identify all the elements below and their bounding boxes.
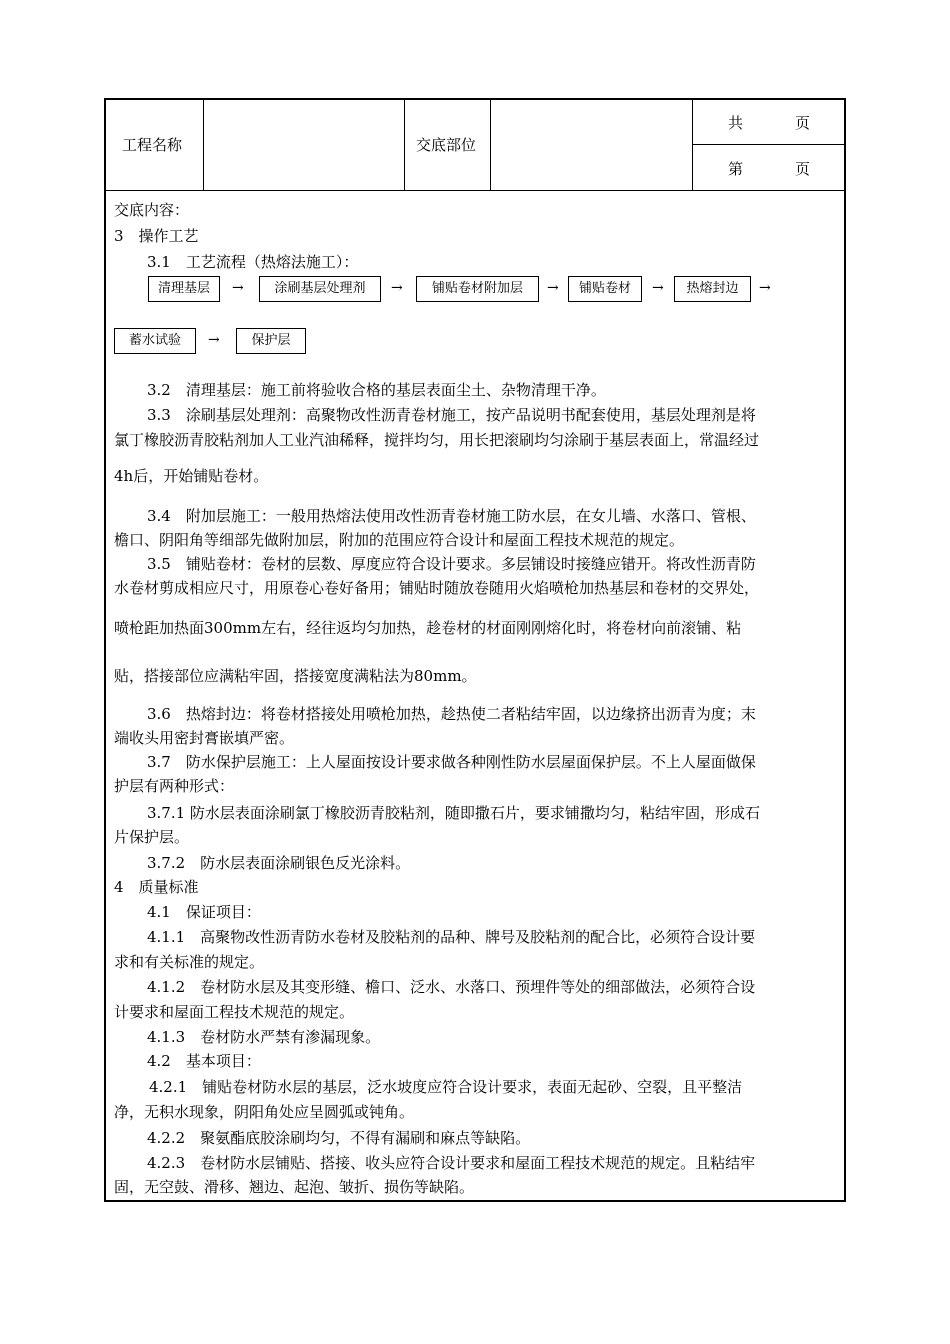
flow-step: 涂刷基层处理剂 [259,276,381,302]
total-pages-label: 共 [728,114,744,132]
handover-part-label: 交底部位 [416,136,477,154]
para-3-6-cont: 端收头用密封膏嵌填严密。 [114,729,295,747]
flow-arrow: → [652,280,664,296]
para-4-1-3: 4.1.3 卷材防水严禁有渗漏现象。 [147,1028,381,1046]
para-3-5-cont: 喷枪距加热面300mm左右，经往返均匀加热，趁卷材的材面刚刚熔化时，将卷材向前滚铺、粘 [114,619,742,637]
flow-arrow: → [547,280,559,296]
para-3-7-2: 3.7.2 防水层表面涂刷银色反光涂料。 [147,854,411,872]
para-4-2: 4.2 基本项目： [147,1052,261,1070]
project-name-label: 工程名称 [122,136,183,154]
page-number-unit: 页 [795,160,811,178]
para-3-7-1-cont: 片保护层。 [114,828,190,846]
para-3-7-1: 3.7.1 防水层表面涂刷氯丁橡胶沥青胶粘剂，随即撒石片，要求铺撒均匀，粘结牢固，形成石 [147,804,760,822]
para-4-2-3-cont: 固，无空鼓、滑移、翘边、起泡、皱折、损伤等缺陷。 [114,1178,475,1196]
para-3-5: 3.5 铺贴卷材：卷材的层数、厚度应符合设计要求。多层铺设时接缝应错开。将改性沥青防 [147,555,756,573]
para-3-5-cont: 水卷材剪成相应尺寸，用原卷心卷好备用；铺贴时随放卷随用火焰喷枪加热基层和卷材的交界处， [114,579,760,597]
section-4-heading: 4 质量标准 [114,878,199,896]
flow-step: 铺贴卷材 [568,276,642,302]
flow-step: 清理基层 [148,276,220,302]
flow-step: 保护层 [236,328,306,354]
flow-step: 铺贴卷材附加层 [416,276,539,302]
para-3-5-cont: 贴，搭接部位应满粘牢固，搭接宽度满粘法为80mm。 [114,667,477,685]
flow-arrow: → [759,280,771,296]
page-number-label: 第 [728,160,744,178]
para-4-2-2: 4.2.2 聚氨酯底胶涂刷均匀，不得有漏刷和麻点等缺陷。 [147,1129,531,1147]
para-4-2-1: 4.2.1 铺贴卷材防水层的基层，泛水坡度应符合设计要求，表面无起砂、空裂，且平整洁 [149,1078,743,1096]
section-3-1: 3.1 工艺流程（热熔法施工）： [147,253,359,271]
flow-arrow: → [208,332,220,348]
para-4-2-3: 4.2.3 卷材防水层铺贴、搭接、收头应符合设计要求和屋面工程技术规范的规定。且粘结牢 [147,1154,756,1172]
para-4-1-2: 4.1.2 卷材防水层及其变形缝、檐口、泛水、水落口、预埋件等处的细部做法，必须符合设 [147,978,756,996]
total-pages-unit: 页 [795,114,811,132]
flow-step: 蓄水试验 [114,328,196,354]
para-4-1: 4.1 保证项目： [147,903,261,921]
para-3-3-cont: 4h后，开始铺贴卷材。 [114,467,269,485]
header-col-divider-1 [203,98,204,191]
flow-arrow: → [232,280,244,296]
header-col-divider-3 [490,98,491,191]
para-4-2-1-cont: 净，无积水现象，阴阳角处应呈圆弧或钝角。 [114,1103,415,1121]
para-4-1-1: 4.1.1 高聚物改性沥青防水卷材及胶粘剂的品种、牌号及胶粘剂的配合比，必须符合设计要 [147,928,756,946]
flow-arrow: → [391,280,403,296]
flow-step: 热熔封边 [674,276,751,302]
section-3-heading: 3 操作工艺 [114,227,199,245]
para-3-6: 3.6 热熔封边：将卷材搭接处用喷枪加热，趁热使二者粘结牢固，以边缘挤出沥青为度；末 [147,705,756,723]
para-3-7-cont: 护层有两种形式： [114,777,235,795]
header-bottom-rule [104,190,846,191]
para-3-7: 3.7 防水保护层施工：上人屋面按设计要求做各种刚性防水层屋面保护层。不上人屋面做保 [147,753,756,771]
para-4-1-2-cont: 计要求和屋面工程技术规范的规定。 [114,1003,355,1021]
para-3-4-cont: 檐口、阴阳角等细部先做附加层，附加的范围应符合设计和屋面工程技术规范的规定。 [114,531,685,549]
page-cell-divider [692,144,846,145]
para-4-1-1-cont: 求和有关标准的规定。 [114,953,265,971]
content-title: 交底内容： [114,201,190,219]
para-3-4: 3.4 附加层施工：一般用热熔法使用改性沥青卷材施工防水层，在女儿墙、水落口、管根、 [147,507,756,525]
para-3-3-cont: 氯丁橡胶沥青胶粘剂加人工业汽油稀释，搅拌均匀，用长把滚刷均匀涂刷于基层表面上，常温经过 [114,431,760,449]
para-3-2: 3.2 清理基层：施工前将验收合格的基层表面尘土、杂物清理干净。 [147,381,606,399]
para-3-3: 3.3 涂刷基层处理剂：高聚物改性沥青卷材施工，按产品说明书配套使用，基层处理剂是将 [147,406,756,424]
header-col-divider-4 [692,98,693,191]
header-col-divider-2 [404,98,405,191]
